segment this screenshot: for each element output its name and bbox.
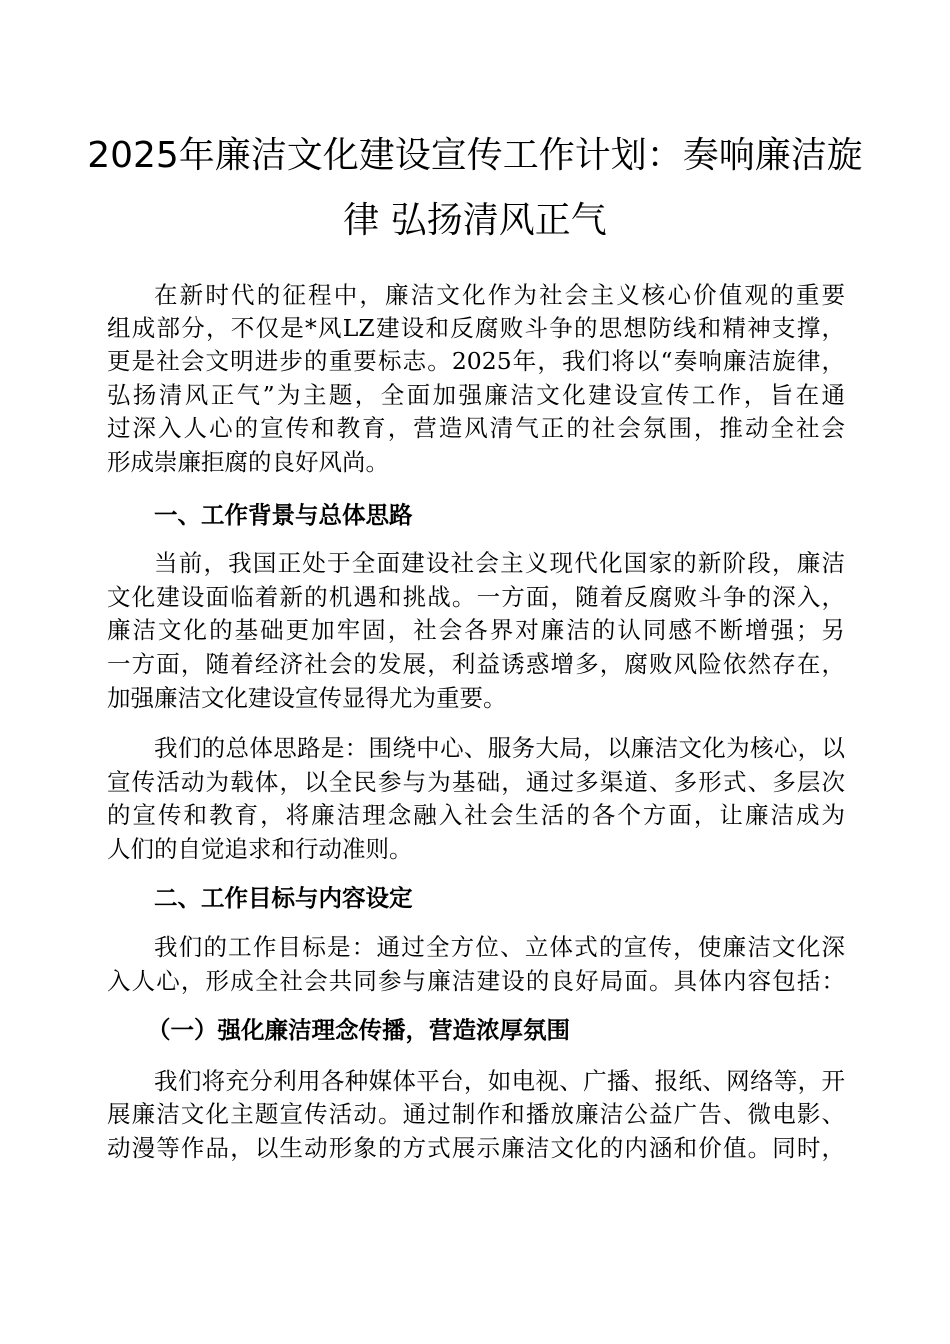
subsection-1-p1-line-3: 动漫等作品，以生动形象的方式展示廉洁文化的内涵和价值。同时， (107, 1134, 845, 1162)
section-1-p1-line-3: 廉洁文化的基础更加牢固，社会各界对廉洁的认同感不断增强；另 (107, 616, 845, 644)
section-2-p1-line-1: 我们的工作目标是：通过全方位、立体式的宣传，使廉洁文化深 (154, 933, 845, 961)
section-1-p1-line-5: 加强廉洁文化建设宣传显得尤为重要。 (107, 684, 507, 712)
section-1-p2-line-4: 人们的自觉追求和行动准则。 (107, 835, 413, 863)
section-1-p1-line-1: 当前，我国正处于全面建设社会主义现代化国家的新阶段，廉洁 (154, 549, 845, 577)
section-1-p1-line-2: 文化建设面临着新的机遇和挑战。一方面，随着反腐败斗争的深入， (107, 583, 845, 611)
intro-line-6: 形成崇廉拒腐的良好风尚。 (107, 448, 389, 476)
subsection-1-p1-line-2: 展廉洁文化主题宣传活动。通过制作和播放廉洁公益广告、微电影、 (107, 1100, 845, 1128)
section-1-p1-line-4: 一方面，随着经济社会的发展，利益诱惑增多，腐败风险依然存在， (107, 650, 845, 678)
document-title-line-1: 2025年廉洁文化建设宣传工作计划：奏响廉洁旋 (87, 135, 863, 176)
section-2-p1-line-2: 入人心，形成全社会共同参与廉洁建设的良好局面。具体内容包括： (107, 967, 845, 995)
section-1-p2-line-1: 我们的总体思路是：围绕中心、服务大局，以廉洁文化为核心，以 (154, 734, 845, 762)
intro-line-3: 更是社会文明进步的重要标志。2025年，我们将以“奏响廉洁旋律， (107, 347, 845, 375)
subsection-1-heading: （一）强化廉洁理念传播，营造浓厚氛围 (147, 1016, 570, 1044)
subsection-1-p1-line-1: 我们将充分利用各种媒体平台，如电视、广播、报纸、网络等，开 (154, 1067, 845, 1095)
intro-line-2: 组成部分，不仅是*风LZ建设和反腐败斗争的思想防线和精神支撑， (107, 314, 845, 342)
section-1-p2-line-2: 宣传活动为载体，以全民参与为基础，通过多渠道、多形式、多层次 (107, 768, 845, 796)
section-1-p2-line-3: 的宣传和教育，将廉洁理念融入社会生活的各个方面，让廉洁成为 (107, 801, 845, 829)
document-title-line-2: 律 弘扬清风正气 (343, 200, 607, 241)
intro-line-5: 过深入人心的宣传和教育，营造风清气正的社会氛围，推动全社会 (107, 414, 845, 442)
intro-line-1: 在新时代的征程中，廉洁文化作为社会主义核心价值观的重要 (154, 281, 845, 309)
intro-line-4: 弘扬清风正气”为主题，全面加强廉洁文化建设宣传工作，旨在通 (107, 381, 845, 409)
section-2-heading: 二、工作目标与内容设定 (154, 884, 413, 912)
section-1-heading: 一、工作背景与总体思路 (154, 501, 413, 529)
